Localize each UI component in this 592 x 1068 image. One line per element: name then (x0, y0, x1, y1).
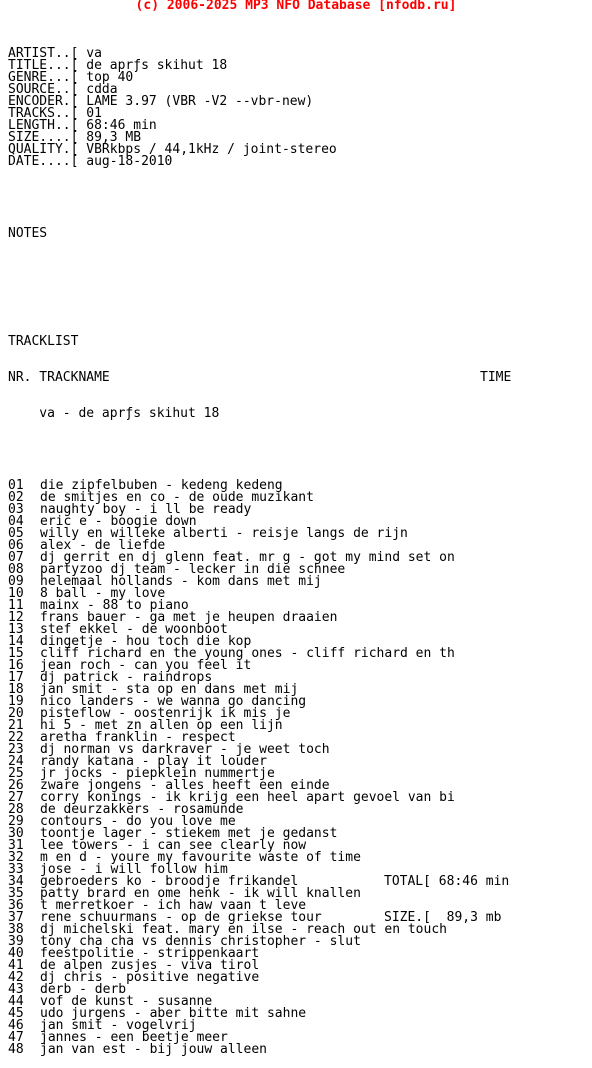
track-name: nico landers - we wanna go dancing (40, 694, 307, 709)
track-number: 08 (8, 562, 24, 577)
track-number: 39 (8, 934, 24, 949)
track-name: jannes - een beetje meer (40, 1030, 228, 1045)
track-name: m en d - youre my favourite waste of time (40, 850, 361, 865)
track-number: 25 (8, 766, 24, 781)
track-number: 18 (8, 682, 24, 697)
size-value: 89,3 mb (438, 910, 502, 925)
track-number: 12 (8, 610, 24, 625)
track-number: 43 (8, 982, 24, 997)
info-value: 89,3 MB (86, 130, 142, 145)
info-value: top 40 (86, 70, 134, 85)
track-name: tony cha cha vs dennis christopher - slut (40, 934, 361, 949)
album-line: va - de aprƒs skihut 18 (8, 406, 220, 421)
track-number: 11 (8, 598, 24, 613)
track-number: 07 (8, 550, 24, 565)
track-number: 38 (8, 922, 24, 937)
track-number: 27 (8, 790, 24, 805)
track-name: cliff richard en the young ones - cliff richard en th (40, 646, 455, 661)
track-number: 16 (8, 658, 24, 673)
track-number: 31 (8, 838, 24, 853)
track-number: 45 (8, 1006, 24, 1021)
track-number: 10 (8, 586, 24, 601)
track-name: udo jurgens - aber bitte mit sahne (40, 1006, 307, 1021)
track-name: willy en willeke alberti - reisje langs de rijn (40, 526, 408, 541)
track-number: 01 (8, 478, 24, 493)
info-label: SOURCE..[ (8, 82, 79, 97)
track-name: dj chris - positive negative (40, 970, 260, 985)
tracklist-heading: TRACKLIST (8, 334, 79, 349)
track-number: 04 (8, 514, 24, 529)
track-name: jan smit - sta op en dans met mij (40, 682, 299, 697)
track-name: lee towers - i can see clearly now (40, 838, 307, 853)
total-size-line (384, 912, 509, 924)
size-label: SIZE.[ (384, 910, 431, 925)
info-line (8, 156, 588, 168)
track-name: randy katana - play it louder (40, 754, 267, 769)
track-number: 22 (8, 730, 24, 745)
total-value: 68:46 min (438, 874, 510, 889)
track-name: helemaal hollands - kom dans met mij (40, 574, 322, 589)
track-number: 37 (8, 910, 24, 925)
track-name: jean roch - can you feel it (40, 658, 252, 673)
track-number: 41 (8, 958, 24, 973)
track-name: dingetje - hou toch die kop (40, 634, 252, 649)
track-name: mainx - 88 to piano (40, 598, 189, 613)
column-nr-trackname: NR. TRACKNAME (8, 370, 110, 385)
track-name: alex - de liefde (40, 538, 166, 553)
track-name: de deurzakkers - rosamunde (40, 802, 244, 817)
track-name: frans bauer - ga met je heupen draaien (40, 610, 338, 625)
track-number: 24 (8, 754, 24, 769)
track-name: jr jocks - piepklein nummertje (40, 766, 275, 781)
info-label: LENGTH..[ (8, 118, 79, 133)
total-label: TOTAL[ (384, 874, 431, 889)
track-name: de smitjes en co - de oude muzikant (40, 490, 314, 505)
info-value: LAME 3.97 (VBR -V2 --vbr-new) (86, 94, 314, 109)
track-number: 14 (8, 634, 24, 649)
track-number: 06 (8, 538, 24, 553)
track-number: 48 (8, 1042, 24, 1057)
track-number: 35 (8, 886, 24, 901)
track-number: 36 (8, 898, 24, 913)
track-number: 03 (8, 502, 24, 517)
track-name: jose - i will follow him (40, 862, 228, 877)
track-row (8, 1044, 588, 1056)
track-number: 09 (8, 574, 24, 589)
track-name: dj norman vs darkraver - je weet toch (40, 742, 330, 757)
track-number: 33 (8, 862, 24, 877)
track-number: 44 (8, 994, 24, 1009)
track-name: patty brard en ome henk - ik will knallen (40, 886, 361, 901)
track-number: 46 (8, 1018, 24, 1033)
tracklist-column-header (8, 372, 588, 384)
track-name: stef ekkel - de woonboot (40, 622, 228, 637)
track-name: aretha franklin - respect (40, 730, 236, 745)
info-label: SIZE....[ (8, 130, 79, 145)
track-name: de alpen zusjes - viva tirol (40, 958, 260, 973)
track-number: 19 (8, 694, 24, 709)
track-number: 15 (8, 646, 24, 661)
track-name: dj patrick - raindrops (40, 670, 213, 685)
track-name: die zipfelbuben - kedeng kedeng (40, 478, 283, 493)
track-name: 8 ball - my love (40, 586, 166, 601)
info-label: DATE....[ (8, 154, 79, 169)
track-number: 02 (8, 490, 24, 505)
track-number: 34 (8, 874, 24, 889)
track-number: 42 (8, 970, 24, 985)
site-banner: (c) 2006-2025 MP3 NFO Database [nfodb.ru] (135, 0, 457, 13)
track-name: corry konings - ik krijg een heel apart gevoel van bi (40, 790, 455, 805)
info-value: VBRkbps / 44,1kHz / joint-stereo (86, 142, 337, 157)
info-label: ENCODER.[ (8, 94, 79, 109)
track-name: jan van est - bij jouw alleen (40, 1042, 267, 1057)
track-name: rene schuurmans - op de griekse tour (40, 910, 322, 925)
track-number: 20 (8, 706, 24, 721)
track-name: hi 5 - met zn allen op een lijn (40, 718, 283, 733)
info-label: TRACKS..[ (8, 106, 79, 121)
info-label: ARTIST..[ (8, 46, 79, 61)
track-name: zware jongens - alles heeft een einde (40, 778, 330, 793)
track-number: 13 (8, 622, 24, 637)
track-number: 23 (8, 742, 24, 757)
info-label: TITLE...[ (8, 58, 79, 73)
totals-block (384, 852, 509, 936)
track-number: 21 (8, 718, 24, 733)
track-number: 47 (8, 1030, 24, 1045)
track-name: toontje lager - stiekem met je gedanst (40, 826, 338, 841)
track-name: dj gerrit en dj glenn feat. mr g - got my mind set on (40, 550, 455, 565)
track-number: 17 (8, 670, 24, 685)
track-name: eric e - boogie down (40, 514, 197, 529)
track-name: partyzoo dj team - lecker in die schnee (40, 562, 346, 577)
info-value: de aprƒs skihut 18 (86, 58, 228, 73)
track-name: dj michelski feat. mary en ilse - reach out en touch (40, 922, 447, 937)
track-name: t merretkoer - ich haw vaan t leve (40, 898, 307, 913)
track-name: derb - derb (40, 982, 127, 997)
info-value: va (86, 46, 102, 61)
total-length-line (384, 876, 509, 888)
release-info (8, 48, 588, 168)
track-name: vof de kunst - susanne (40, 994, 213, 1009)
track-name: jan smit - vogelvrij (40, 1018, 197, 1033)
track-name: feestpolitie - strippenkaart (40, 946, 260, 961)
track-name: gebroeders ko - broodje frikandel (40, 874, 299, 889)
info-label: GENRE...[ (8, 70, 79, 85)
track-number: 28 (8, 802, 24, 817)
track-number: 29 (8, 814, 24, 829)
track-number: 26 (8, 778, 24, 793)
info-value: aug-18-2010 (86, 154, 173, 169)
info-label: QUALITY.[ (8, 142, 79, 157)
track-number: 30 (8, 826, 24, 841)
column-time: TIME (480, 370, 512, 385)
info-value: 68:46 min (86, 118, 157, 133)
track-number: 40 (8, 946, 24, 961)
track-number: 32 (8, 850, 24, 865)
track-number: 05 (8, 526, 24, 541)
track-name: contours - do you love me (40, 814, 236, 829)
track-name: naughty boy - i ll be ready (40, 502, 252, 517)
track-list (8, 480, 588, 1056)
info-value: 01 (86, 106, 102, 121)
notes-heading: NOTES (8, 226, 48, 241)
info-value: cdda (86, 82, 118, 97)
track-name: pisteflow - oostenrijk ik mis je (40, 706, 291, 721)
